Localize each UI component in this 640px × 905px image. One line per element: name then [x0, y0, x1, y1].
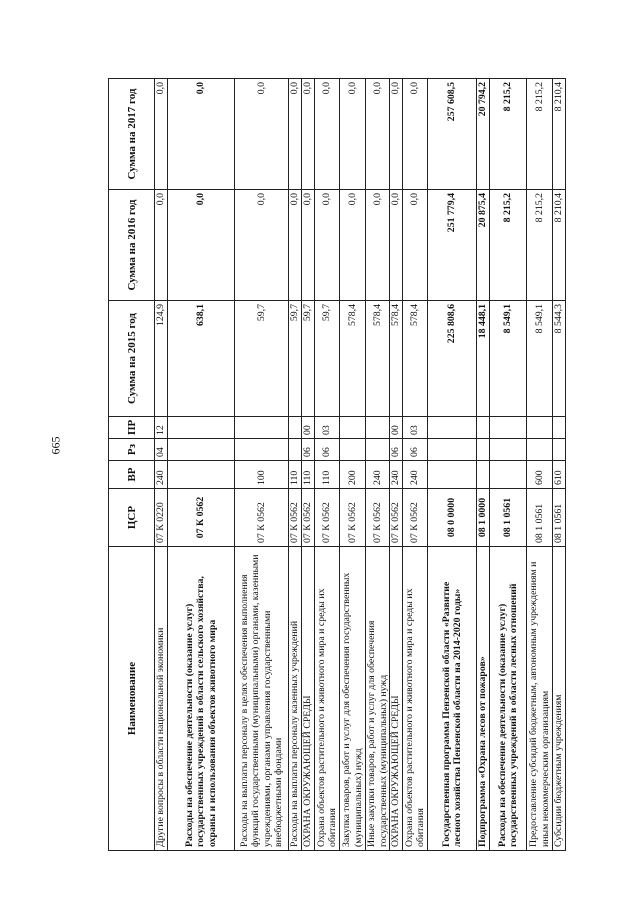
row-sum-2015: 18 448,1	[477, 301, 490, 417]
row-sum-2017: 0,0	[340, 79, 366, 190]
row-vr	[477, 461, 490, 489]
row-vr: 240	[403, 461, 428, 489]
row-sum-2015: 578,4	[366, 301, 390, 417]
table-row	[477, 79, 490, 851]
table-row	[168, 79, 235, 851]
row-csr: 08 1 0561	[553, 489, 566, 547]
row-pr: 00	[302, 417, 315, 439]
row-vr: 240	[366, 461, 390, 489]
row-vr	[428, 461, 477, 489]
row-vr: 100	[235, 461, 289, 489]
row-sum-2016: 0,0	[168, 190, 235, 301]
table-row	[155, 79, 168, 851]
row-sum-2016: 8 215,2	[490, 190, 527, 301]
row-vr: 110	[302, 461, 315, 489]
row-rz	[168, 439, 235, 461]
row-pr	[235, 417, 289, 439]
row-csr: 08 0 0000	[428, 489, 477, 547]
row-pr: 03	[403, 417, 428, 439]
table-row	[490, 79, 527, 851]
row-sum-2015: 225 808,6	[428, 301, 477, 417]
row-pr: 12	[155, 417, 168, 439]
row-sum-2017: 0,0	[155, 79, 168, 190]
table-row	[235, 79, 289, 851]
row-csr: 07 К 0562	[403, 489, 428, 547]
row-sum-2016: 0,0	[235, 190, 289, 301]
row-csr: 07 К 0562	[289, 489, 302, 547]
row-sum-2015: 578,4	[340, 301, 366, 417]
header-vr: ВР	[109, 461, 155, 489]
row-name: Расходы на обеспечение деятельности (оказание услуг) государственных учреждений в области лесных отношений	[490, 547, 527, 851]
table-row	[428, 79, 477, 851]
row-sum-2016: 251 779,4	[428, 190, 477, 301]
row-rz: 06	[390, 439, 403, 461]
row-name: Другие вопросы в области национальной экономики	[155, 547, 168, 851]
row-pr	[477, 417, 490, 439]
row-csr: 07 К 0562	[340, 489, 366, 547]
row-sum-2016: 0,0	[302, 190, 315, 301]
row-name: Расходы на выплаты персоналу в целях обеспечения выполнения функций государственными (муниципальными) органами, казенными учреждениями, органами управления государственными внебюджетными фондами	[235, 547, 289, 851]
row-rz	[366, 439, 390, 461]
row-pr	[553, 417, 566, 439]
row-csr: 07 К 0562	[302, 489, 315, 547]
row-csr: 08 1 0000	[477, 489, 490, 547]
table-row	[390, 79, 403, 851]
row-csr: 07 К 0562	[390, 489, 403, 547]
row-sum-2016: 0,0	[155, 190, 168, 301]
row-sum-2015: 8 544,3	[553, 301, 566, 417]
row-name: Закупка товаров, работ и услуг для обеспечения государственных (муниципальных) нужд	[340, 547, 366, 851]
row-csr: 07 К 0562	[315, 489, 340, 547]
row-pr: 03	[315, 417, 340, 439]
row-sum-2016: 0,0	[340, 190, 366, 301]
row-name: ОХРАНА ОКРУЖАЮЩЕЙ СРЕДЫ	[390, 547, 403, 851]
budget-table-container	[108, 79, 565, 851]
header-sum-2015: Сумма на 2015 год	[109, 301, 155, 417]
row-sum-2015: 59,7	[315, 301, 340, 417]
row-sum-2015: 8 549,1	[527, 301, 553, 417]
row-vr: 600	[527, 461, 553, 489]
row-name: Расходы на обеспечение деятельности (оказание услуг) государственных учреждений в области сельского хозяйства, охраны и использования объектов животного мира	[168, 547, 235, 851]
row-vr: 110	[289, 461, 302, 489]
header-rz: Рз	[109, 439, 155, 461]
row-sum-2015: 59,7	[235, 301, 289, 417]
row-rz	[490, 439, 527, 461]
row-csr: 07 К 0562	[168, 489, 235, 547]
row-sum-2015: 59,7	[289, 301, 302, 417]
row-rz: 06	[403, 439, 428, 461]
row-name: Расходы на выплаты персоналу казенных учреждений	[289, 547, 302, 851]
row-name: Предоставление субсидий бюджетным, автономным учреждениям и иным некоммерческим организациям	[527, 547, 553, 851]
row-sum-2017: 8 215,2	[490, 79, 527, 190]
row-sum-2017: 20 794,2	[477, 79, 490, 190]
row-sum-2017: 257 608,5	[428, 79, 477, 190]
row-pr	[340, 417, 366, 439]
header-sum-2017: Сумма на 2017 год	[109, 79, 155, 190]
row-sum-2017: 0,0	[366, 79, 390, 190]
row-sum-2015: 638,1	[168, 301, 235, 417]
table-row	[366, 79, 390, 851]
row-name: Субсидии бюджетным учреждениям	[553, 547, 566, 851]
header-sum-2016: Сумма на 2016 год	[109, 190, 155, 301]
row-rz: 06	[302, 439, 315, 461]
row-name: Иные закупки товаров, работ и услуг для обеспечения государственных (муниципальных) нужд	[366, 547, 390, 851]
row-rz	[289, 439, 302, 461]
row-csr: 08 1 0561	[527, 489, 553, 547]
row-rz: 04	[155, 439, 168, 461]
row-rz: 06	[315, 439, 340, 461]
row-vr: 610	[553, 461, 566, 489]
row-sum-2015: 578,4	[390, 301, 403, 417]
header-pr: ПР	[109, 417, 155, 439]
row-sum-2016: 0,0	[289, 190, 302, 301]
row-pr	[168, 417, 235, 439]
row-sum-2015: 124,9	[155, 301, 168, 417]
row-name: ОХРАНА ОКРУЖАЮЩЕЙ СРЕДЫ	[302, 547, 315, 851]
table-row	[340, 79, 366, 851]
table-row	[315, 79, 340, 851]
row-csr: 07 К 0220	[155, 489, 168, 547]
row-rz	[428, 439, 477, 461]
row-sum-2017: 8 215,2	[527, 79, 553, 190]
row-sum-2017: 0,0	[403, 79, 428, 190]
table-row	[527, 79, 553, 851]
row-sum-2016: 8 210,4	[553, 190, 566, 301]
row-rz	[553, 439, 566, 461]
row-vr: 240	[390, 461, 403, 489]
row-name: Государственная программа Пензенской области «Развитие лесного хозяйства Пензенской области на 2014-2020 годы»	[428, 547, 477, 851]
row-sum-2016: 0,0	[390, 190, 403, 301]
row-name: Охрана объектов растительного и животного мира и среды их обитания	[315, 547, 340, 851]
row-csr: 07 К 0562	[235, 489, 289, 547]
row-sum-2017: 8 210,4	[553, 79, 566, 190]
row-sum-2017: 0,0	[289, 79, 302, 190]
row-vr: 200	[340, 461, 366, 489]
table-body	[155, 79, 566, 851]
table-row	[403, 79, 428, 851]
row-vr: 240	[155, 461, 168, 489]
row-vr	[168, 461, 235, 489]
row-vr	[490, 461, 527, 489]
row-rz	[477, 439, 490, 461]
row-rz	[527, 439, 553, 461]
row-sum-2017: 0,0	[390, 79, 403, 190]
row-name: Подпрограмма «Охрана лесов от пожаров»	[477, 547, 490, 851]
row-rz	[340, 439, 366, 461]
row-vr: 110	[315, 461, 340, 489]
row-sum-2017: 0,0	[315, 79, 340, 190]
row-sum-2016: 8 215,2	[527, 190, 553, 301]
row-sum-2016: 0,0	[403, 190, 428, 301]
row-sum-2017: 0,0	[168, 79, 235, 190]
row-csr: 07 К 0562	[366, 489, 390, 547]
header-csr: ЦСР	[109, 489, 155, 547]
row-pr	[289, 417, 302, 439]
row-pr	[490, 417, 527, 439]
row-sum-2015: 578,4	[403, 301, 428, 417]
table-row	[302, 79, 315, 851]
row-rz	[235, 439, 289, 461]
row-sum-2017: 0,0	[302, 79, 315, 190]
row-csr: 08 1 0561	[490, 489, 527, 547]
budget-table	[108, 78, 566, 851]
table-row	[553, 79, 566, 851]
row-pr	[428, 417, 477, 439]
row-name: Охрана объектов растительного и животного мира и среды их обитания	[403, 547, 428, 851]
row-pr	[366, 417, 390, 439]
header-name: Наименование	[109, 547, 155, 851]
row-sum-2016: 20 875,4	[477, 190, 490, 301]
row-pr: 00	[390, 417, 403, 439]
table-row	[289, 79, 302, 851]
page-number: 665	[48, 436, 63, 455]
row-sum-2016: 0,0	[315, 190, 340, 301]
row-sum-2015: 59,7	[302, 301, 315, 417]
row-sum-2015: 8 549,1	[490, 301, 527, 417]
row-pr	[527, 417, 553, 439]
row-sum-2016: 0,0	[366, 190, 390, 301]
row-sum-2017: 0,0	[235, 79, 289, 190]
table-header-row	[109, 79, 155, 851]
